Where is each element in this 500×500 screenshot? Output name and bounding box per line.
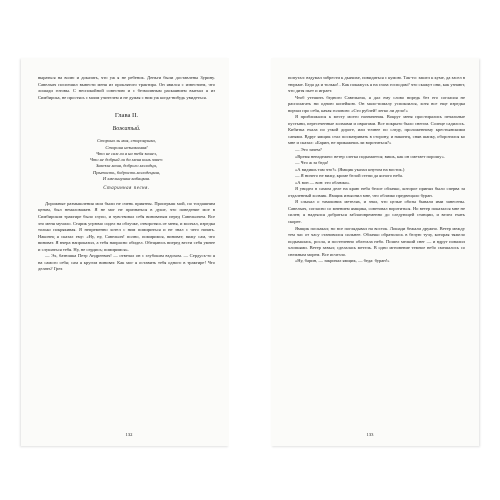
epigraph-line: Завезла меня, доброго молодца, xyxy=(95,163,157,169)
epigraph-line: Сторона ль моя, сторонушка, xyxy=(97,138,156,144)
epigraph-source: Старинная песня. xyxy=(103,186,150,192)
left-page-text xyxy=(38,75,215,273)
paragraph: «Ну, барин, — закричал ямщик, — беда: буран!» xyxy=(295,258,390,264)
page-number-right: 133 xyxy=(366,432,374,437)
paragraph: «А видишь там что?» (Ямщик указал кнутом на восток.) xyxy=(295,166,405,172)
epigraph-line: Что не добрый ли да меня конь завез: xyxy=(89,157,164,163)
paragraph: Дорожные размышления мои были не очень приятны. Проигрыш мой, по тогдашним ценам, был немаловажен. Я не мог не признаться в душе, что поведение мое в Симбирском трактире было глупо, и чувствовал себя виноватым перед Савельичем. Все это меня мучило. Старик угрюмо сидел на облучке, отворотясь от меня, и молчал, изредка только покрякивая. Я непременно хотел с ним помириться и не знал с чего начать. Наконец я сказал ему: «Ну, ну, Савельич! полно, помиримся, виноват; вижу сам, что виноват. Я вчера напроказил, а тебя напрасно обидел. Обещаюсь вперед вести себя умнее и слушаться тебя. Ну, не сердись; помиримся». xyxy=(38,200,215,252)
paragraph: Я приближался к месту моего назначения. Вокруг меня простирались печальные пустыни, пересеченные холмами и оврагами. Все покрыто было снегом. Солнце садилось. Кибитка ехала по узкой дороге, или точнее по следу, проложенному крестьянскими санями. Вдруг ямщик стал посматривать в сторону, и наконец, сняв шапку, оборотился ко мне и сказал: «Барин, не прикажешь ли воротиться?» xyxy=(288,114,465,146)
paragraph: — Эх, батюшка Петр Андреевич! — отвечал он с глубоким вздохом. — Сердусь-то я на самого себя; сам я кругом виноват. Как мог я оставить тебя одного в трактире! Что делать? Грех xyxy=(38,253,215,272)
paragraph: «А вон — вон: это облачко». xyxy=(295,179,351,185)
paragraph: — Это зачем? xyxy=(295,147,322,153)
epigraph-line: И хмелинушка кабацкая. xyxy=(102,176,151,182)
paragraph: попутал: вздумал забрести к дьячихе, повидаться с кумою. Так-то: зашел к куме, да засел в тюрьме. Беда да и только!.. Как покажусь я на глаза господам? что скажут они, как узнают, что дитя пьет и играет. xyxy=(288,75,465,94)
left-page xyxy=(21,58,229,446)
paragraph: — Я ничего не вижу, кроме белой степи да ясного неба. xyxy=(295,173,404,179)
epigraph xyxy=(38,138,215,182)
right-page xyxy=(271,58,479,446)
paragraph: Я увидел в самом деле на краю неба белое облачко, которое принял было сперва за отдаленный холмик. Ямщик изъяснил мне, что облачко предвещало буран. xyxy=(288,186,465,198)
right-page-text xyxy=(288,75,465,265)
chapter-subtitle: Вожатый. xyxy=(112,125,141,132)
paragraph: «Время ненадежно: ветер слегка подымается; вишь, как он сметает порошу». xyxy=(295,153,446,159)
page-number-left: 132 xyxy=(125,432,133,437)
paragraph: — Что ж за беда! xyxy=(295,160,329,166)
paragraph: Чтоб утешить бедного Савельича, я дал ему слово впредь без его согласия не располагать ни одною копейкою. Он мало-помалу успокоился, хотя все еще изредка ворчал про себя, качая головою: «Сто рублей! легко ли дело!» xyxy=(288,94,465,113)
gutter xyxy=(229,58,271,446)
epigraph-line: Сторона незнакомая! xyxy=(105,144,148,150)
paragraph: Я слыхал о тамошних метелях, и знал, что целые обозы бывали ими занесены. Савельич, согласно со мнением ямщика, советовал воротиться. Но ветер показался мне не силен; я надеялся добраться заблаговременно до следующей станции, и велел ехать скорее. xyxy=(288,199,465,225)
left-top-paragraphs xyxy=(38,75,215,101)
paragraph: Ямщик поскакал; но все поглядывал на восток. Лошади бежали дружно. Ветер между тем час от часу становился сильнее. Облачко обратилось в белую тучу, которая тяжело подымалась, росла, и постепенно облегала небо. Пошел мелкий снег — и вдруг повалил хлопьями. Ветер завыл; сделалась метель. В одно мгновение темное небо смешалось со снежным морем. Все исчезло. xyxy=(288,225,465,257)
book-spread xyxy=(21,58,479,446)
epigraph-line: Прытость, бодрость молодецкая, xyxy=(92,169,161,175)
epigraph-line: Что не сам ли я на тебя зашел, xyxy=(96,150,157,156)
chapter-title: Глава II. xyxy=(114,112,139,120)
paragraph: выраться на волю и доказать, что уж я не ребенок. Деньги были доставлены Зурину. Савельич поспешил вывести меня из проклятого трактира. Он явился с известием, что лошади готовы. С неспокойной совестию и с безмолвным раскаянием выехал я из Симбирска, не простясь с моим учителем и не думая с ним уж когда-нибудь увидеться. xyxy=(38,75,215,100)
left-bottom-paragraphs xyxy=(38,201,215,273)
